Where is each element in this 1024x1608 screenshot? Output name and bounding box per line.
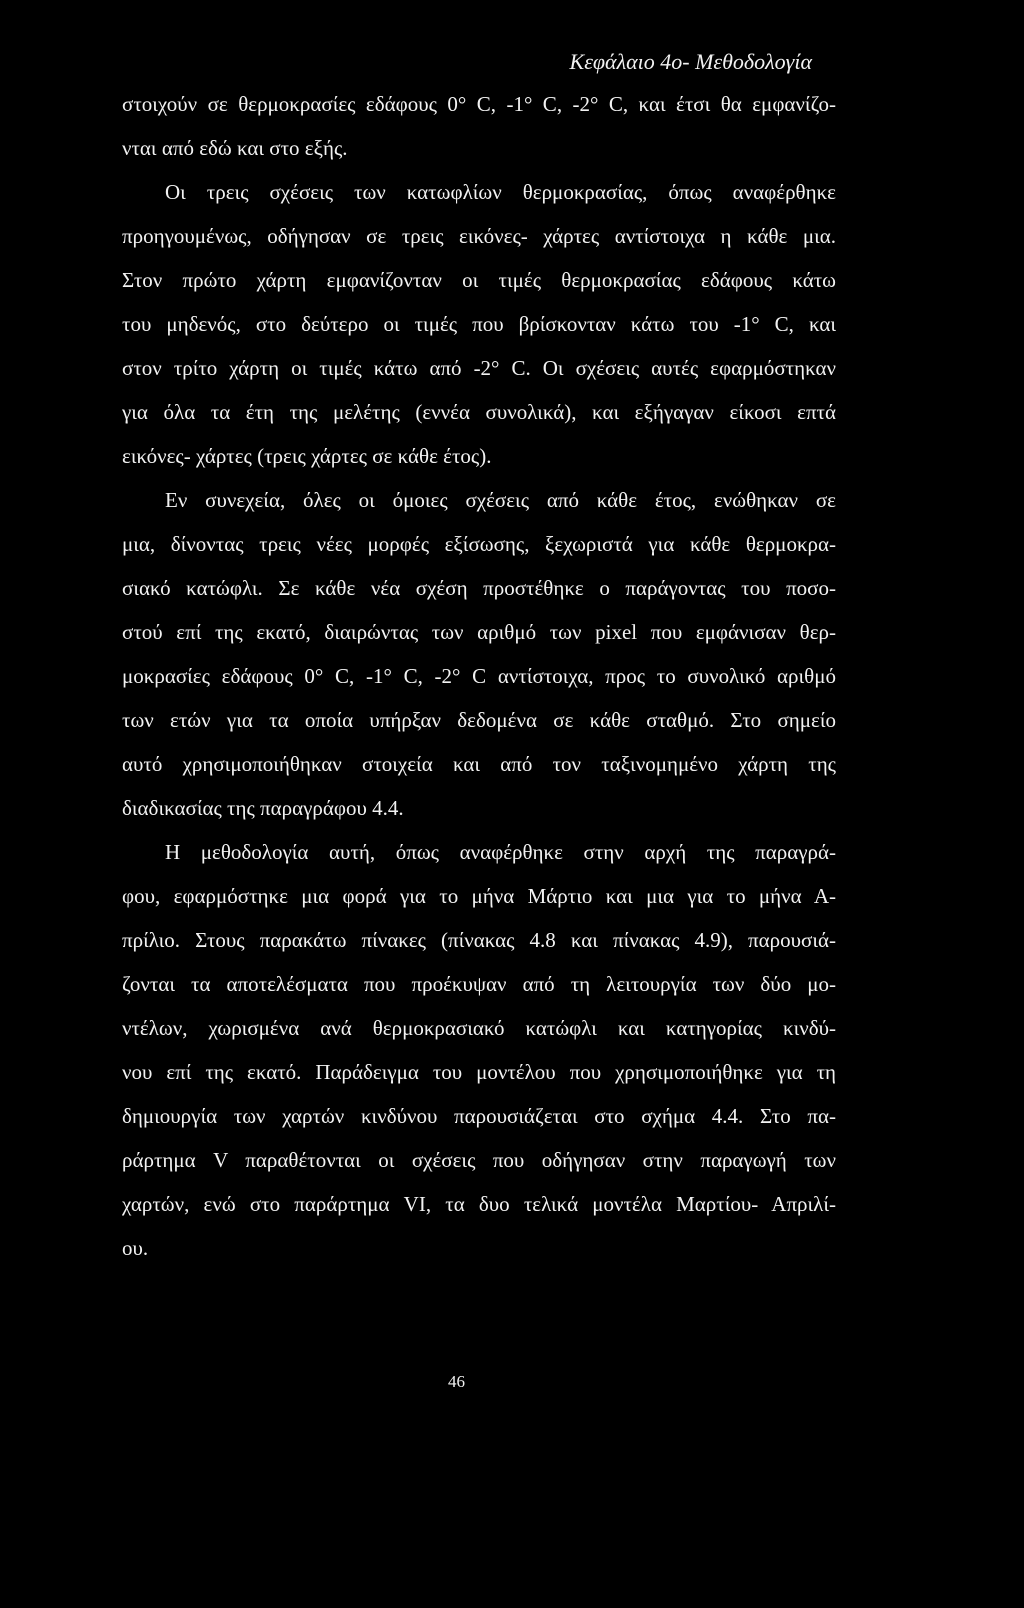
text-line: νου επί της εκατό. Παράδειγμα του μοντέλου που χρησιμοποιήθηκε για τη	[122, 1060, 836, 1084]
text-line: ου.	[122, 1236, 149, 1260]
text-line: εικόνες- χάρτες (τρεις χάρτες σε κάθε έτος).	[122, 444, 492, 468]
text-line: Οι τρεις σχέσεις των κατωφλίων θερμοκρασίας, όπως αναφέρθηκε	[165, 180, 836, 204]
text-line: μοκρασίες εδάφους 0° C, -1° C, -2° C αντίστοιχα, προς το συνολικό αριθμό	[122, 664, 836, 688]
text-line: ζονται τα αποτελέσματα που προέκυψαν από τη λειτουργία των δύο μο-	[122, 972, 836, 996]
text-line: ράρτημα V παραθέτονται οι σχέσεις που οδήγησαν στην παραγωγή των	[122, 1148, 836, 1172]
paragraph	[122, 170, 836, 478]
text-line: αυτό χρησιμοποιήθηκαν στοιχεία και από τον ταξινομημένο χάρτη της	[122, 752, 836, 776]
text-line: ντέλων, χωρισμένα ανά θερμοκρασιακό κατώφλι και κατηγορίας κινδύ-	[122, 1016, 836, 1040]
text-line: Η μεθοδολογία αυτή, όπως αναφέρθηκε στην αρχή της παραγρά-	[165, 840, 836, 864]
text-line: στον τρίτο χάρτη οι τιμές κάτω από -2° C. Οι σχέσεις αυτές εφαρμόστηκαν	[122, 356, 836, 380]
text-line: στού επί της εκατό, διαιρώντας των αριθμό των pixel που εμφάνισαν θερ-	[122, 620, 836, 644]
body-text	[122, 82, 836, 1270]
text-line: χαρτών, ενώ στο παράρτημα VI, τα δυο τελικά μοντέλα Μαρτίου- Απριλί-	[122, 1192, 836, 1216]
text-line: σιακό κατώφλι. Σε κάθε νέα σχέση προστέθηκε ο παράγοντας του ποσο-	[122, 576, 836, 600]
running-header: Κεφάλαιο 4ο- Μεθοδολογία	[569, 49, 812, 74]
text-line: νται από εδώ και στο εξής.	[122, 136, 348, 160]
text-line: φου, εφαρμόστηκε μια φορά για το μήνα Μάρτιο και μια για το μήνα Α-	[122, 884, 836, 908]
text-line: πρίλιο. Στους παρακάτω πίνακες (πίνακας 4.8 και πίνακας 4.9), παρουσιά-	[122, 928, 836, 952]
text-line: του μηδενός, στο δεύτερο οι τιμές που βρίσκονταν κάτω του -1° C, και	[122, 312, 836, 336]
text-line: προηγουμένως, οδήγησαν σε τρεις εικόνες- χάρτες αντίστοιχα η κάθε μια.	[122, 224, 836, 248]
text-line: των ετών για τα οποία υπήρξαν δεδομένα σε κάθε σταθμό. Στο σημείο	[122, 708, 836, 732]
text-line: στοιχούν σε θερμοκρασίες εδάφους 0° C, -1° C, -2° C, και έτσι θα εμφανίζο-	[122, 92, 836, 116]
page-number: 46	[448, 1372, 465, 1391]
text-line: διαδικασίας της παραγράφου 4.4.	[122, 796, 404, 820]
text-line: μια, δίνοντας τρεις νέες μορφές εξίσωσης, ξεχωριστά για κάθε θερμοκρα-	[122, 532, 836, 556]
paragraph	[122, 478, 836, 830]
text-line: Εν συνεχεία, όλες οι όμοιες σχέσεις από κάθε έτος, ενώθηκαν σε	[165, 488, 836, 512]
paragraph	[122, 830, 836, 1270]
text-line: Στον πρώτο χάρτη εμφανίζονταν οι τιμές θερμοκρασίας εδάφους κάτω	[122, 268, 836, 292]
text-line: δημιουργία των χαρτών κινδύνου παρουσιάζεται στο σχήμα 4.4. Στο πα-	[122, 1104, 836, 1128]
paragraph	[122, 82, 836, 170]
text-line: για όλα τα έτη της μελέτης (εννέα συνολικά), και εξήγαγαν είκοσι επτά	[122, 400, 836, 424]
